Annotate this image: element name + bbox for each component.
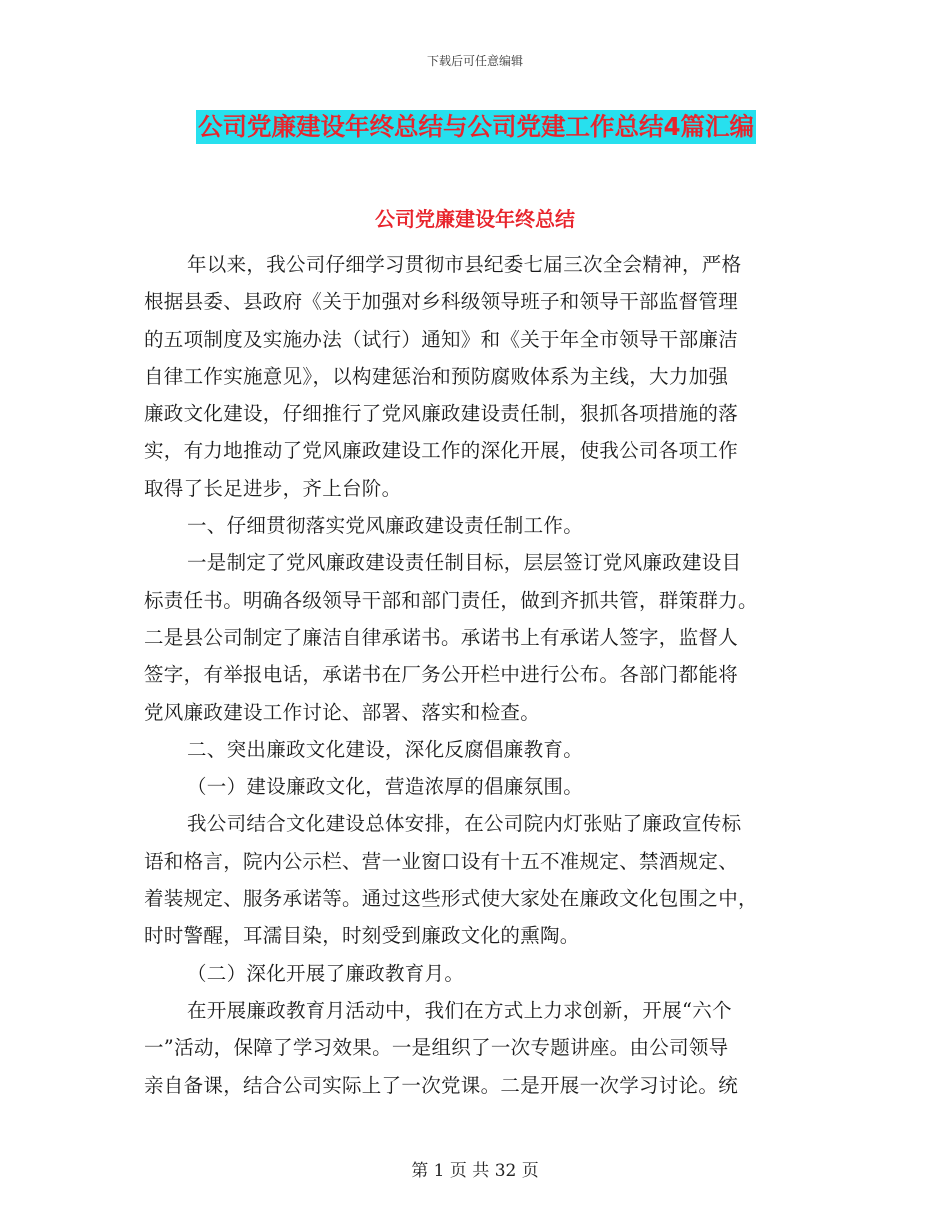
page-header-note: 下载后可任意编辑 <box>426 54 523 68</box>
paragraph-line: 年以来，我公司仔细学习贯彻市县纪委七届三次全会精神，严格 <box>187 253 742 276</box>
paragraph-line: 根据县委、县政府《关于加强对乡科级领导班子和领导干部监督管理 <box>144 290 739 314</box>
paragraph-line: 实，有力地推动了党风廉政建设工作的深化开展，使我公司各项工作 <box>144 439 739 463</box>
paragraph-line: 时时警醒，耳濡目染，时刻受到廉政文化的熏陶。 <box>144 924 580 948</box>
paragraph-line: 语和格言，院内公示栏、营一业窗口设有十五不准规定、禁酒规定、 <box>144 849 739 873</box>
paragraph-line: 在开展廉政教育月活动中，我们在方式上力求创新，开展“六个 <box>187 998 732 1022</box>
page-number: 第 1 页 共 32 页 <box>411 1161 539 1181</box>
subsection-heading-1: （一）建设廉政文化，营造浓厚的倡廉氛围。 <box>187 775 584 799</box>
paragraph-line: 一”活动，保障了学习效果。一是组织了一次专题讲座。由公司领导 <box>144 1036 729 1060</box>
paragraph-line: 亲自备课，结合公司实际上了一次党课。二是开展一次学习讨论。统 <box>144 1073 739 1097</box>
paragraph-line: 取得了长足进步，齐上台阶。 <box>144 476 402 500</box>
document-body <box>144 246 804 1104</box>
section-heading-2: 二、突出廉政文化建设，深化反腐倡廉教育。 <box>187 737 584 761</box>
subsection-heading-2: （二）深化开展了廉政教育月。 <box>187 961 465 985</box>
paragraph-line: 的五项制度及实施办法（试行）通知》和《关于年全市领导干部廉洁 <box>144 327 739 351</box>
document-title: 公司党廉建设年终总结与公司党建工作总结4篇汇编 <box>196 110 756 144</box>
paragraph-line: 着装规定、服务承诺等。通过这些形式使大家处在廉政文化包围之中， <box>144 887 758 911</box>
paragraph-line: 廉政文化建设，仔细推行了党风廉政建设责任制，狠抓各项措施的落 <box>144 402 739 426</box>
paragraph-line: 标责任书。明确各级领导干部和部门责任，做到齐抓共管，群策群力。 <box>144 588 758 612</box>
paragraph-line: 自律工作实施意见》，以构建惩治和预防腐败体系为主线，大力加强 <box>144 364 729 388</box>
section-heading-1: 一、仔细贯彻落实党风廉政建设责任制工作。 <box>187 514 584 538</box>
section-title: 公司党廉建设年终总结 <box>375 207 575 231</box>
paragraph-line: 一是制定了党风廉政建设责任制目标，层层签订党风廉政建设目 <box>187 551 742 575</box>
paragraph-line: 党风廉政建设工作讨论、部署、落实和检查。 <box>144 700 541 724</box>
paragraph-line: 二是县公司制定了廉洁自律承诺书。承诺书上有承诺人签字，监督人 <box>144 625 739 649</box>
paragraph-line: 签字，有举报电话，承诺书在厂务公开栏中进行公布。各部门都能将 <box>144 663 739 687</box>
paragraph-line: 我公司结合文化建设总体安排，在公司院内灯张贴了廉政宣传标 <box>187 812 742 836</box>
